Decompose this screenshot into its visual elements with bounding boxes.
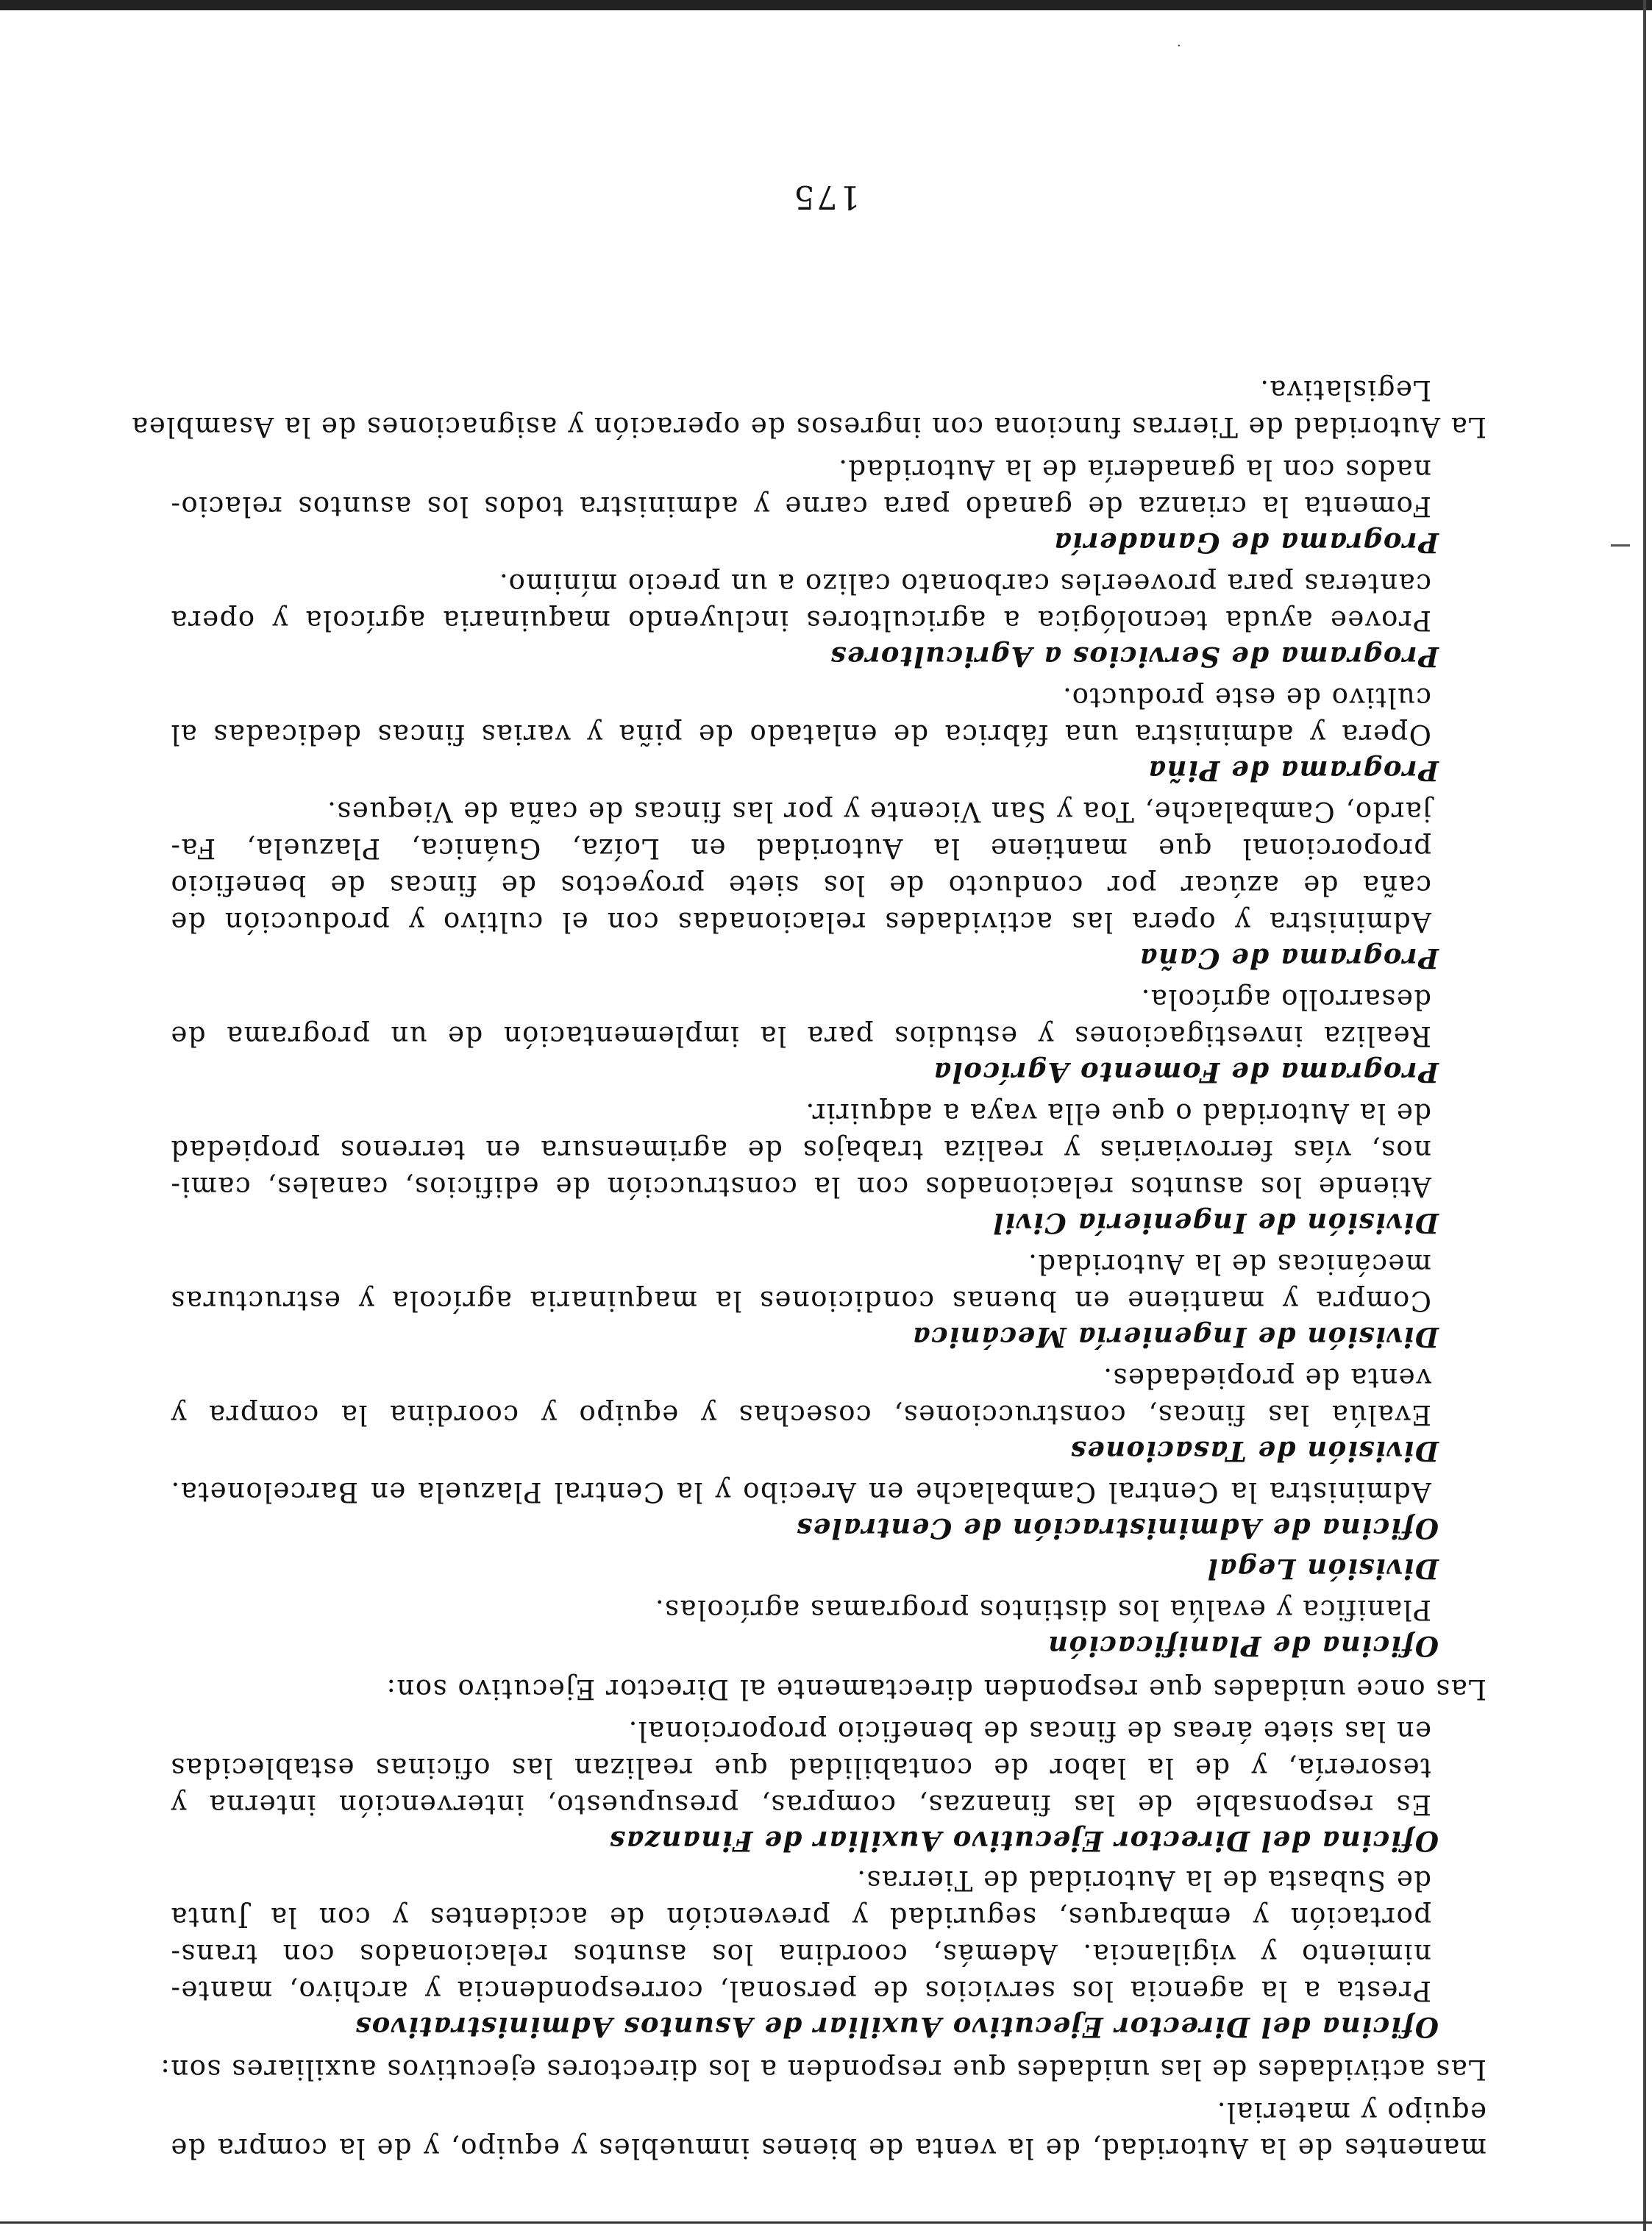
- text-line: Las actividades de las unidades que responden a los directores ejecutivos auxiliares son:: [159, 2054, 1487, 2085]
- section-heading: Oficina de Administración de Centrales: [795, 1512, 1439, 1545]
- section-heading: Oficina de Planificación: [1047, 1630, 1439, 1662]
- text-line: en las siete áreas de fincas de beneficio proporcional.: [627, 1715, 1431, 1747]
- section-heading: División de Ingeniería Mecánica: [911, 1321, 1439, 1353]
- section-heading: Oficina del Director Ejecutivo Auxiliar de Finanzas: [608, 1825, 1439, 1857]
- text-line: mecánicas de la Autoridad.: [1027, 1248, 1431, 1280]
- text-line: manentes de la Autoridad, de la venta de bienes inmuebles y equipo, y de la compra de: [170, 2132, 1487, 2164]
- text-line: equipo y material.: [1216, 2096, 1487, 2128]
- page-number: 175: [791, 178, 861, 216]
- text-line: Compra y mantiene en buenas condiciones la maquinaria agrícola y estructuras: [170, 1285, 1431, 1317]
- section-heading: División de Ingeniería Civil: [992, 1207, 1439, 1239]
- text-line: Opera y administra una fábrica de enlatado de piña y varias fincas dedicadas al: [170, 719, 1431, 750]
- text-line: Presta a la agencia los servicios de personal, correspondencia y archivo, mante-: [170, 1975, 1431, 2007]
- text-line: Planifica y evalúa los distintos programas agrícolas.: [654, 1594, 1431, 1626]
- text-line: portación y embarques, seguridad y prevención de accidentes y con la Junta: [170, 1901, 1431, 1933]
- text-line: Evalúa las fincas, construcciones, cosechas y equipo y coordina la compra y: [170, 1399, 1431, 1431]
- text-line: Administra y opera las actividades relacionadas con el cultivo y producción de: [170, 906, 1431, 938]
- text-line: de Subasta de la Autoridad de Tierras.: [855, 1865, 1431, 1896]
- text-line: Provee ayuda tecnológica a agricultores incluyendo maquinaria agrícola y opera: [170, 605, 1431, 636]
- section-heading: Programa de Caña: [1139, 942, 1439, 975]
- text-line: nados con la ganadería de la Autoridad.: [837, 454, 1431, 485]
- text-line: de la Autoridad o que ella vaya a adquirir.: [805, 1097, 1431, 1129]
- section-heading: Oficina del Director Ejecutivo Auxiliar de Asuntos Administrativos: [354, 2011, 1439, 2043]
- text-line: desarrollo agrícola.: [1140, 983, 1431, 1015]
- text-line: Es responsable de las finanzas, compras, presupuesto, intervención interna y: [170, 1789, 1431, 1821]
- section-heading: División de Tasaciones: [1069, 1435, 1439, 1467]
- section-heading: Programa de Ganadería: [1053, 527, 1439, 559]
- text-line: nimiento y vigilancia. Además, coordina los asuntos relacionados con trans-: [170, 1938, 1431, 1970]
- text-line: tesorería, y de la labor de contabilidad que realizan las oficinas establecidas: [170, 1752, 1431, 1784]
- text-line: cultivo de este producto.: [1061, 682, 1431, 714]
- text-line: Fomenta la crianza de ganado para carne y administra todos los asuntos relacio-: [170, 491, 1431, 522]
- text-line: proporcional que mantiene la Autoridad en Loíza, Guánica, Plazuela, Fa-: [170, 833, 1431, 864]
- section-heading: Programa de Servicios a Agricultores: [829, 641, 1439, 673]
- text-line: La Autoridad de Tierras funciona con ingresos de operación y asignaciones de la Asamblea: [130, 411, 1487, 443]
- text-line: Realiza investigaciones y estudios para la implementación de un programa de: [170, 1020, 1431, 1052]
- text-line: venta de propiedades.: [1102, 1362, 1431, 1394]
- text-line: Administra la Central Cambalache en Arecibo y la Central Plazuela en Barceloneta.: [170, 1476, 1431, 1508]
- text-line: Legislativa.: [1258, 374, 1431, 406]
- section-heading: Programa de Fomento Agrícola: [932, 1056, 1439, 1089]
- text-line: Atiende los asuntos relacionados con la construcción de edificios, canales, cami-: [170, 1171, 1431, 1203]
- scan-speck: ·: [1177, 38, 1181, 54]
- text-line: Las once unidades que responden directamente al Director Ejecutivo son:: [385, 1673, 1487, 1705]
- text-line: nos, vías ferroviarias y realiza trabajos de agrimensura en terrenos propiedad: [170, 1134, 1431, 1166]
- text-line: jardo, Cambalache, Toa y San Vicente y por las fincas de caña de Vieques.: [326, 796, 1431, 828]
- text-line: canteras para proveerles carbonato calizo a un precio mínimo.: [498, 568, 1431, 599]
- section-heading: Programa de Piña: [1147, 755, 1439, 787]
- section-heading: División Legal: [1206, 1553, 1439, 1585]
- text-line: caña de azúcar por conducto de los siete proyectos de fincas de beneficio: [170, 869, 1431, 901]
